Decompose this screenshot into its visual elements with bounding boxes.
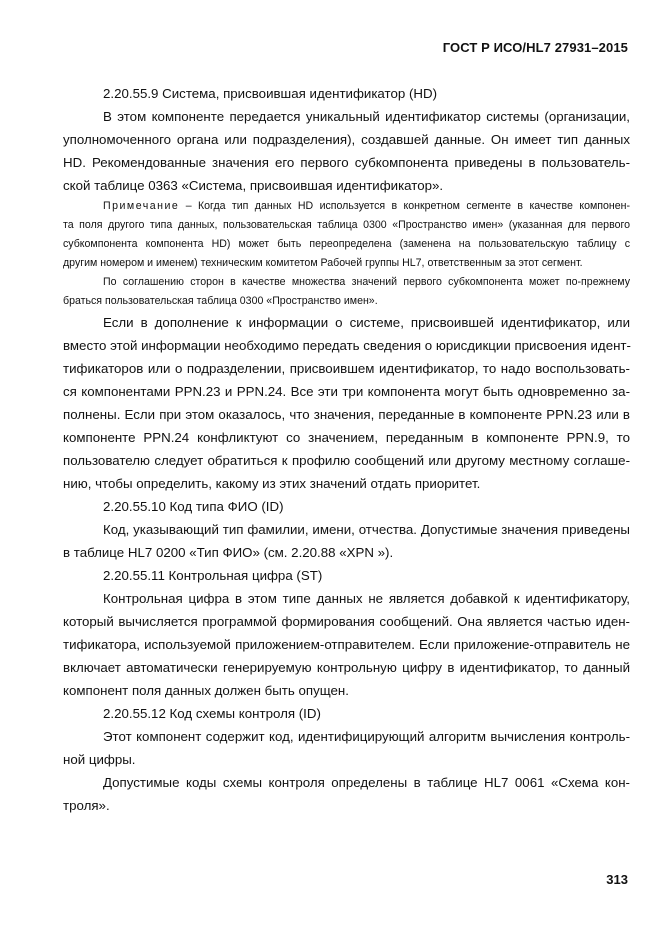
section-heading: 2.20.55.10 Код типа ФИО (ID) [103,499,284,514]
paragraph-line: нию, чтобы определить, какому из этих значений отдать приоритет. [63,476,481,491]
paragraph-line: Если в дополнение к информации о системе, присвоившей идентификатор, или [103,315,630,330]
paragraph-block [63,518,630,564]
paragraph-line: компонент поля данных должен быть опущен. [63,683,349,698]
paragraph-line: тификатора, используемой приложением-отправителем. Если приложение-отправитель не [63,637,630,652]
note-label: Примечание [103,200,180,212]
paragraph-block [63,771,630,817]
paragraph-line: Этот компонент содержит код, идентифицирующий алгоритм вычисления контроль- [103,729,630,744]
paragraph-line: троля». [63,798,110,813]
note-line: другим номером и именем) техническим комитетом Рабочей группы HL7, ответственным за этот сегмент. [63,257,583,269]
note-text: – Когда тип данных HD используется в конкретном сегменте в качестве компонен- [179,200,630,212]
paragraph-line: включает автоматически генерируемую контрольную цифру в идентификатор, то данный [63,660,630,675]
paragraph-block [63,311,630,495]
section-heading: 2.20.55.12 Код схемы контроля (ID) [103,706,321,721]
paragraph-line: ской таблице 0363 «Система, присвоившая идентификатор». [63,178,444,193]
paragraph-block [63,587,630,702]
section-heading: 2.20.55.9 Система, присвоившая идентификатор (HD) [103,86,438,101]
heading-block [63,564,630,587]
paragraph-line: Контрольная цифра в этом типе данных не является добавкой к идентификатору, [103,591,630,606]
heading-block [63,82,630,105]
page-number: 313 [606,872,628,887]
paragraph-line: В этом компоненте передается уникальный идентификатор системы (организации, [103,109,630,124]
paragraph-line: в таблице HL7 0200 «Тип ФИО» (см. 2.20.88 «XPN »). [63,545,394,560]
paragraph-line: полнены. Если при этом оказалось, что значения, переданные в компоненте PPN.23 или в [63,407,630,422]
note-line: субкомпонента компонента HD) может быть переопределена (заменена на пользовательскую таблицу с [63,238,630,250]
paragraph-line: пользователю следует обратиться к профилю сообщений или другому местному соглаше- [63,453,630,468]
paragraph-line: вместо этой информации необходимо передать сведения о юрисдикции присвоения идент- [63,338,631,353]
heading-block [63,495,630,518]
paragraph-line: компоненте PPN.24 конфликтуют со значением, переданным в компоненте PPN.9, то [63,430,630,445]
section-heading: 2.20.55.11 Контрольная цифра (ST) [103,568,323,583]
note-paragraph-block [63,273,630,311]
paragraph-line: HD. Рекомендованные значения его первого субкомпонента приведены в пользователь- [63,155,630,170]
paragraph-block [63,725,630,771]
note-block [63,197,630,273]
document-header: ГОСТ Р ИСО/HL7 27931–2015 [442,40,628,55]
note-line: По соглашению сторон в качестве множества значений первого субкомпонента может по-прежнему [103,276,630,288]
paragraph-block [63,105,630,197]
heading-block [63,702,630,725]
note-line: та поля другого типа данных, пользовательская таблица 0300 «Пространство имен» (указанная для первого [63,219,630,231]
paragraph-line: ной цифры. [63,752,136,767]
document-body [63,82,630,817]
paragraph-line: который вычисляется программой формирования сообщений. Она является частью иден- [63,614,630,629]
paragraph-line: ся компонентами PPN.23 и PPN.24. Все эти три компонента могут быть одновременно за- [63,384,630,399]
note-line: браться пользовательская таблица 0300 «Пространство имен». [63,295,378,307]
paragraph-line: Код, указывающий тип фамилии, имени, отчества. Допустимые значения приведены [103,522,630,537]
paragraph-line: тификаторов или о подразделении, присвоившем идентификатор, то надо воспользовать- [63,361,630,376]
paragraph-line: уполномоченного органа или подразделения), создавшей данные. Он имеет тип данных [63,132,630,147]
note-line [63,197,630,216]
paragraph-line: Допустимые коды схемы контроля определены в таблице HL7 0061 «Схема кон- [103,775,630,790]
